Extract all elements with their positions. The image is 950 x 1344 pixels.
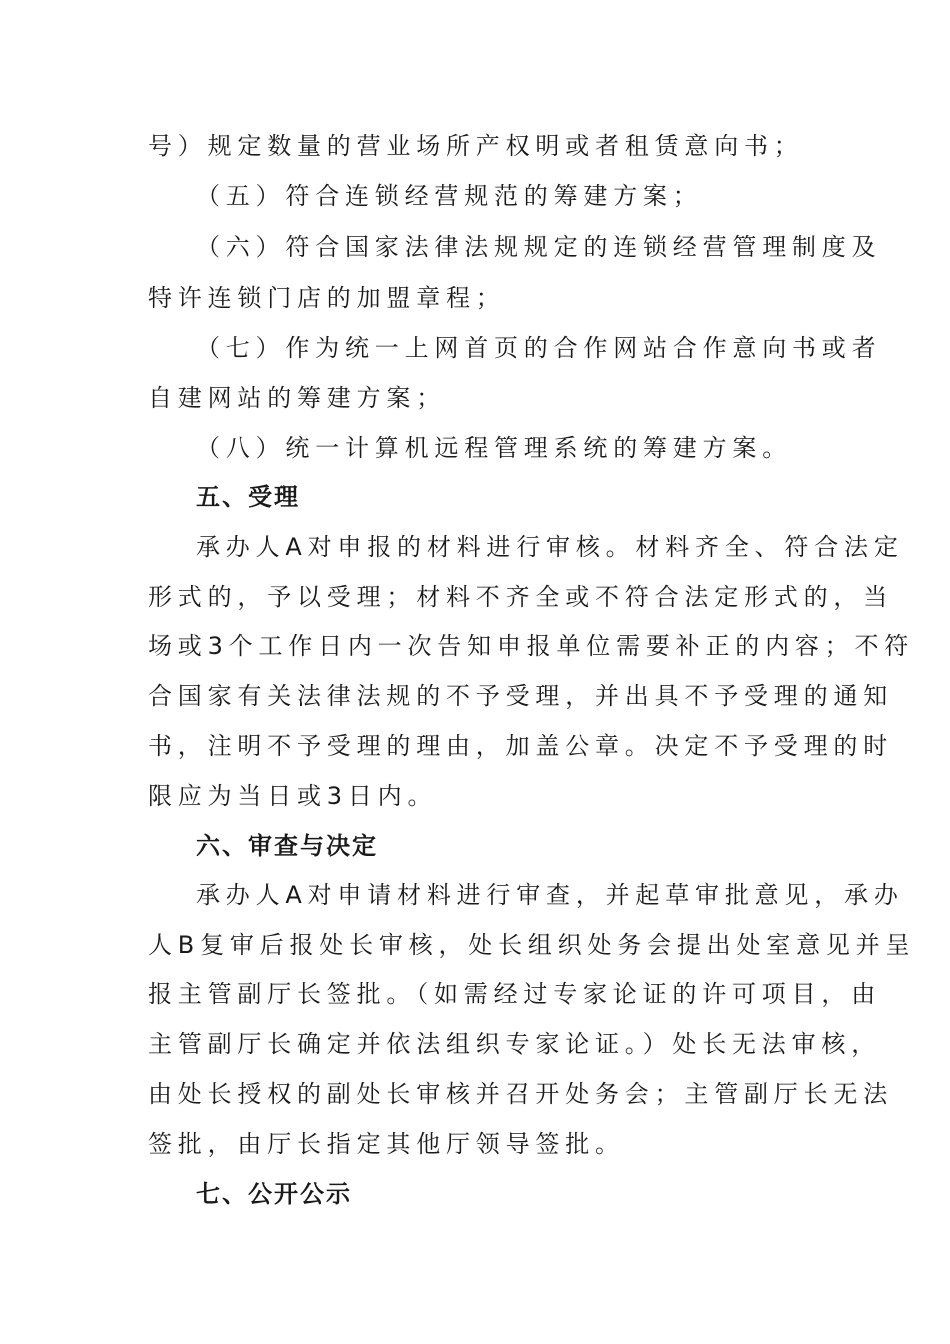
paragraph-line: 承办人A对申报的材料进行审核。材料齐全、符合法定 (196, 533, 904, 561)
section-heading: 五、受理 (196, 483, 300, 511)
paragraph-line: 合国家有关法律法规的不予受理，并出具不予受理的通知 (148, 682, 893, 710)
section-heading: 六、审查与决定 (196, 832, 378, 860)
paragraph-line: 由处长授权的副处长审核并召开处务会；主管副厅长无法 (148, 1080, 893, 1108)
paragraph-line: 报主管副厅长签批。（如需经过专家论证的许可项目，由 (148, 980, 881, 1008)
paragraph-line: 书，注明不予受理的理由，加盖公章。决定不予受理的时 (148, 732, 893, 760)
paragraph-line: 承办人A对申请材料进行审查，并起草审批意见，承办 (196, 881, 904, 909)
paragraph-line: 场或3个工作日内一次告知申报单位需要补正的内容；不符 (148, 632, 915, 660)
paragraph-line: 自建网站的筹建方案； (148, 384, 446, 412)
paragraph-line: 号）规定数量的营业场所产权明或者租赁意向书； (148, 132, 804, 160)
paragraph-line: 主管副厅长确定并依法组织专家论证。）处长无法审核， (148, 1030, 881, 1058)
paragraph-line: 限应为当日或3日内。 (148, 782, 438, 810)
paragraph-line: （五）符合连锁经营规范的筹建方案； (196, 182, 703, 210)
paragraph-line: （六）符合国家法律法规规定的连锁经营管理制度及 (196, 233, 882, 261)
paragraph-line: 签批，由厅长指定其他厅领导签批。 (148, 1130, 625, 1158)
paragraph-line: 人B复审后报处长审核，处长组织处务会提出处室意见并呈 (148, 931, 916, 959)
paragraph-line: 特许连锁门店的加盟章程； (148, 284, 506, 312)
section-heading: 七、公开公示 (196, 1180, 352, 1208)
paragraph-line: （八）统一计算机远程管理系统的筹建方案。 (196, 434, 792, 462)
paragraph-line: （七）作为统一上网首页的合作网站合作意向书或者 (196, 334, 882, 362)
paragraph-line: 形式的，予以受理；材料不齐全或不符合法定形式的，当 (148, 583, 893, 611)
